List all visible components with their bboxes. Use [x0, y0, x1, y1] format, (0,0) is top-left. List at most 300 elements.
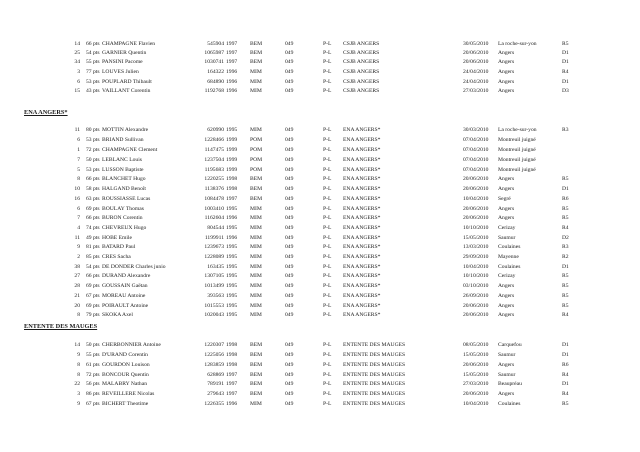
cell-cat: MIM — [250, 69, 262, 75]
table-row — [0, 263, 640, 272]
table-row — [0, 185, 640, 194]
cell-rank: 8 — [77, 372, 80, 378]
table-row — [0, 390, 640, 399]
cell-lic: 789191 — [207, 381, 224, 387]
cell-date: 20/06/2010 — [463, 215, 489, 221]
cell-lic: 1225056 — [204, 352, 224, 358]
cell-pts: 43 pts — [86, 88, 100, 94]
cell-name: BATARD Paul — [102, 244, 136, 250]
cell-loc: La roche-sur-yon — [498, 127, 537, 133]
cell-club: CSJB ANGERS — [343, 69, 380, 75]
cell-div: R3 — [562, 244, 569, 250]
cell-loc: Montreuil juigné — [498, 137, 536, 143]
cell-div: R5 — [562, 303, 569, 309]
cell-cat: BEM — [250, 342, 263, 348]
cell-type: P-L — [323, 342, 332, 348]
cell-cat: BEM — [250, 41, 263, 47]
cell-rank: 6 — [77, 137, 80, 143]
cell-date: 03/10/2010 — [463, 283, 489, 289]
cell-pts: 50 pts — [86, 342, 100, 348]
cell-div: D1 — [562, 352, 569, 358]
table-row — [0, 126, 640, 135]
cell-year: 1995 — [226, 264, 238, 270]
table-row — [0, 68, 640, 77]
cell-type: P-L — [323, 273, 332, 279]
cell-pts: 66 pts — [86, 273, 100, 279]
cell-div: R6 — [562, 196, 569, 202]
cell-rank: 27 — [74, 273, 80, 279]
table-row — [0, 351, 640, 360]
cell-type: P-L — [323, 167, 332, 173]
cell-div: R5 — [562, 215, 569, 221]
cell-year: 1998 — [226, 362, 238, 368]
cell-pts: 77 pts — [86, 69, 100, 75]
cell-club: ENA ANGERS* — [343, 167, 381, 173]
cell-lic: 1138376 — [204, 186, 224, 192]
cell-code: 049 — [285, 254, 294, 260]
cell-date: 10/04/2010 — [463, 196, 489, 202]
cell-div: R5 — [562, 273, 569, 279]
cell-cat: BEM — [250, 381, 263, 387]
cell-type: P-L — [323, 352, 332, 358]
cell-div: R5 — [562, 176, 569, 182]
cell-type: P-L — [323, 235, 332, 241]
cell-name: CRES Sacha — [102, 254, 131, 260]
cell-club: CSJB ANGERS — [343, 50, 380, 56]
cell-pts: 53 pts — [86, 79, 100, 85]
cell-club: ENTENTE DES MAUGES — [343, 372, 406, 378]
cell-year: 1995 — [226, 206, 238, 212]
cell-name: LEBLANC Louis — [102, 157, 142, 163]
cell-type: P-L — [323, 225, 332, 231]
cell-name: POIRAULT Antoine — [102, 303, 149, 309]
cell-loc: La roche-sur-yon — [498, 41, 537, 47]
cell-cat: MIM — [250, 401, 262, 407]
cell-date: 24/04/2010 — [463, 79, 489, 85]
cell-date: 15/05/2010 — [463, 235, 489, 241]
cell-code: 049 — [285, 59, 294, 65]
cell-rank: 21 — [74, 293, 80, 299]
cell-loc: Saumur — [498, 235, 516, 241]
cell-type: P-L — [323, 137, 332, 143]
cell-pts: 54 pts — [86, 264, 100, 270]
cell-club: ENA ANGERS* — [343, 176, 381, 182]
cell-lic: 164322 — [207, 69, 224, 75]
cell-type: P-L — [323, 88, 332, 94]
cell-club: ENA ANGERS* — [343, 137, 381, 143]
cell-div: D2 — [562, 235, 569, 241]
cell-lic: 684890 — [207, 79, 224, 85]
cell-code: 049 — [285, 137, 294, 143]
table-row — [0, 341, 640, 350]
cell-name: GOUSSAIN Gaëtan — [102, 283, 148, 289]
cell-cat: MIM — [250, 215, 262, 221]
cell-lic: 1065987 — [204, 50, 224, 56]
cell-year: 1996 — [226, 69, 238, 75]
cell-lic: 1239673 — [204, 244, 224, 250]
cell-year: 1997 — [226, 391, 238, 397]
cell-lic: 1015553 — [204, 303, 224, 309]
cell-rank: 3 — [77, 69, 80, 75]
cell-name: CHAMPAGNE Clement — [102, 147, 158, 153]
cell-code: 049 — [285, 88, 294, 94]
cell-year: 1995 — [226, 127, 238, 133]
cell-year: 1998 — [226, 352, 238, 358]
cell-rank: 11 — [74, 127, 80, 133]
cell-date: 20/06/2010 — [463, 176, 489, 182]
cell-div: R4 — [562, 69, 569, 75]
cell-club: ENA ANGERS* — [343, 293, 381, 299]
cell-div: R4 — [562, 372, 569, 378]
cell-type: P-L — [323, 186, 332, 192]
cell-rank: 7 — [77, 157, 80, 163]
cell-loc: Montreuil juigné — [498, 157, 536, 163]
table-row — [0, 292, 640, 301]
cell-type: P-L — [323, 50, 332, 56]
cell-code: 049 — [285, 79, 294, 85]
cell-loc: Saumur — [498, 352, 516, 358]
cell-year: 1996 — [226, 401, 238, 407]
cell-year: 1996 — [226, 88, 238, 94]
cell-date: 15/05/2010 — [463, 352, 489, 358]
cell-year: 1995 — [226, 225, 238, 231]
cell-cat: POM — [250, 167, 263, 173]
cell-date: 07/04/2010 — [463, 167, 489, 173]
cell-name: D'URAND Corentin — [102, 352, 148, 358]
cell-rank: 34 — [74, 59, 80, 65]
cell-code: 049 — [285, 69, 294, 75]
cell-name: GOURDON Louison — [102, 362, 150, 368]
cell-club: ENA ANGERS* — [343, 127, 381, 133]
table-row — [0, 224, 640, 233]
cell-year: 1999 — [226, 157, 238, 163]
cell-div: D3 — [562, 88, 569, 94]
cell-cat: MIM — [250, 88, 262, 94]
cell-pts: 53 pts — [86, 167, 100, 173]
cell-pts: 50 pts — [86, 157, 100, 163]
cell-year: 1995 — [226, 293, 238, 299]
cell-loc: Angers — [498, 59, 515, 65]
cell-code: 049 — [285, 235, 294, 241]
cell-rank: 15 — [74, 88, 80, 94]
section-title: ENA ANGERS* — [24, 109, 68, 116]
cell-rank: 4 — [77, 225, 80, 231]
cell-pts: 72 pts — [86, 372, 100, 378]
cell-loc: Angers — [498, 283, 515, 289]
cell-code: 049 — [285, 381, 294, 387]
cell-club: ENA ANGERS* — [343, 244, 381, 250]
cell-lic: 1226355 — [204, 401, 224, 407]
cell-loc: Cerizay — [498, 273, 516, 279]
cell-loc: Montreuil juigné — [498, 147, 536, 153]
cell-date: 07/04/2010 — [463, 147, 489, 153]
cell-type: P-L — [323, 215, 332, 221]
cell-cat: MIM — [250, 293, 262, 299]
cell-lic: 1162604 — [204, 215, 224, 221]
cell-lic: 1283859 — [204, 362, 224, 368]
cell-name: DURAND Alexandre — [102, 273, 151, 279]
cell-code: 049 — [285, 372, 294, 378]
cell-type: P-L — [323, 293, 332, 299]
cell-club: CSJB ANGERS — [343, 79, 380, 85]
cell-code: 049 — [285, 127, 294, 133]
cell-year: 1998 — [226, 186, 238, 192]
cell-code: 049 — [285, 401, 294, 407]
cell-code: 049 — [285, 312, 294, 318]
cell-date: 08/05/2010 — [463, 342, 489, 348]
cell-pts: 72 pts — [86, 147, 100, 153]
cell-code: 049 — [285, 215, 294, 221]
table-row — [0, 302, 640, 311]
cell-type: P-L — [323, 127, 332, 133]
cell-cat: MIM — [250, 225, 262, 231]
cell-pts: 63 pts — [86, 196, 100, 202]
cell-club: ENA ANGERS* — [343, 215, 381, 221]
cell-rank: 11 — [74, 235, 80, 241]
cell-year: 1999 — [226, 167, 238, 173]
cell-club: ENTENTE DES MAUGES — [343, 401, 406, 407]
cell-date: 20/06/2010 — [463, 362, 489, 368]
cell-date: 20/06/2010 — [463, 391, 489, 397]
cell-pts: 80 pts — [86, 127, 100, 133]
cell-lic: 1084478 — [204, 196, 224, 202]
cell-div: D1 — [562, 342, 569, 348]
cell-rank: 28 — [74, 283, 80, 289]
cell-code: 049 — [285, 273, 294, 279]
cell-loc: Coulaines — [498, 401, 521, 407]
cell-year: 1997 — [226, 381, 238, 387]
cell-cat: POM — [250, 147, 263, 153]
cell-pts: 67 pts — [86, 401, 100, 407]
cell-loc: Coulaines — [498, 264, 521, 270]
cell-div: D1 — [562, 59, 569, 65]
cell-club: ENA ANGERS* — [343, 157, 381, 163]
cell-club: ENA ANGERS* — [343, 254, 381, 260]
cell-date: 30/03/2010 — [463, 127, 489, 133]
cell-year: 1997 — [226, 196, 238, 202]
cell-pts: 85 pts — [86, 254, 100, 260]
cell-rank: 16 — [74, 196, 80, 202]
cell-loc: Angers — [498, 69, 515, 75]
cell-name: MOREAU Antoine — [102, 293, 146, 299]
cell-lic: 1003410 — [204, 206, 224, 212]
cell-type: P-L — [323, 69, 332, 75]
cell-rank: 14 — [74, 41, 80, 47]
table-row — [0, 243, 640, 252]
cell-lic: 1220255 — [204, 176, 224, 182]
cell-rank: 20 — [74, 303, 80, 309]
cell-loc: Angers — [498, 186, 515, 192]
cell-div: D1 — [562, 79, 569, 85]
cell-loc: Cerizay — [498, 225, 516, 231]
cell-date: 10/04/2010 — [463, 401, 489, 407]
cell-div: R4 — [562, 225, 569, 231]
cell-pts: 58 pts — [86, 186, 100, 192]
cell-lic: 620990 — [207, 127, 224, 133]
cell-date: 10/10/2010 — [463, 225, 489, 231]
cell-cat: MIM — [250, 235, 262, 241]
cell-cat: BEM — [250, 372, 263, 378]
table-row — [0, 166, 640, 175]
cell-cat: MIM — [250, 303, 262, 309]
cell-year: 1995 — [226, 312, 238, 318]
cell-loc: Carquefou — [498, 342, 522, 348]
cell-loc: Angers — [498, 215, 515, 221]
cell-cat: MIM — [250, 127, 262, 133]
cell-date: 29/09/2010 — [463, 254, 489, 260]
cell-lic: 279643 — [207, 391, 224, 397]
cell-year: 1996 — [226, 215, 238, 221]
cell-name: BOULAY Thomas — [102, 206, 144, 212]
cell-div: D1 — [562, 264, 569, 270]
cell-lic: 1307105 — [204, 273, 224, 279]
cell-code: 049 — [285, 206, 294, 212]
cell-type: P-L — [323, 254, 332, 260]
cell-year: 1997 — [226, 59, 238, 65]
cell-type: P-L — [323, 41, 332, 47]
cell-cat: POM — [250, 137, 263, 143]
cell-loc: Angers — [498, 312, 515, 318]
cell-lic: 393563 — [207, 293, 224, 299]
cell-cat: MIM — [250, 79, 262, 85]
cell-name: MOTTIN Alexandre — [102, 127, 149, 133]
cell-cat: BEM — [250, 352, 263, 358]
cell-rank: 9 — [77, 244, 80, 250]
cell-pts: 66 pts — [86, 41, 100, 47]
cell-name: POUPLARD Thibault — [102, 79, 152, 85]
cell-cat: BEM — [250, 176, 263, 182]
section-title: ENTENTE DES MAUGES — [24, 323, 98, 330]
cell-name: GARNIER Quentin — [102, 50, 147, 56]
cell-date: 07/04/2010 — [463, 137, 489, 143]
cell-name: ROUSSIASSE Lucas — [102, 196, 151, 202]
table-row — [0, 371, 640, 380]
cell-type: P-L — [323, 362, 332, 368]
cell-rank: 25 — [74, 50, 80, 56]
cell-div: D1 — [562, 186, 569, 192]
cell-date: 13/03/2010 — [463, 244, 489, 250]
cell-div: R5 — [562, 206, 569, 212]
table-row — [0, 400, 640, 409]
cell-code: 049 — [285, 225, 294, 231]
cell-date: 10/10/2010 — [463, 273, 489, 279]
cell-type: P-L — [323, 372, 332, 378]
table-row — [0, 146, 640, 155]
cell-type: P-L — [323, 196, 332, 202]
cell-type: P-L — [323, 157, 332, 163]
cell-pts: 66 pts — [86, 176, 100, 182]
cell-lic: 1199911 — [204, 235, 224, 241]
table-row — [0, 234, 640, 243]
cell-year: 1998 — [226, 176, 238, 182]
cell-loc: Coulaines — [498, 244, 521, 250]
cell-type: P-L — [323, 401, 332, 407]
cell-cat: POM — [250, 157, 263, 163]
cell-div: D1 — [562, 381, 569, 387]
cell-code: 049 — [285, 186, 294, 192]
cell-code: 049 — [285, 303, 294, 309]
cell-date: 15/05/2010 — [463, 372, 489, 378]
cell-club: ENA ANGERS* — [343, 273, 381, 279]
cell-date: 07/04/2010 — [463, 157, 489, 163]
cell-pts: 53 pts — [86, 137, 100, 143]
cell-year: 1999 — [226, 137, 238, 143]
cell-date: 20/06/2010 — [463, 312, 489, 318]
cell-name: LOUVES Julien — [102, 69, 139, 75]
cell-rank: 1 — [77, 147, 80, 153]
cell-name: LUSSON Baptiste — [102, 167, 144, 173]
cell-name: BICHERT Theotime — [102, 401, 149, 407]
cell-type: P-L — [323, 264, 332, 270]
table-row — [0, 282, 640, 291]
cell-pts: 56 pts — [86, 381, 100, 387]
cell-pts: 69 pts — [86, 283, 100, 289]
cell-name: SKOKA Axel — [102, 312, 133, 318]
cell-type: P-L — [323, 244, 332, 250]
cell-club: ENTENTE DES MAUGES — [343, 391, 406, 397]
cell-loc: Angers — [498, 391, 515, 397]
cell-pts: 55 pts — [86, 352, 100, 358]
cell-year: 1995 — [226, 244, 238, 250]
cell-year: 1996 — [226, 235, 238, 241]
cell-name: PANSINI Pacome — [102, 59, 143, 65]
cell-date: 24/04/2010 — [463, 69, 489, 75]
cell-club: CSJB ANGERS — [343, 59, 380, 65]
table-row — [0, 272, 640, 281]
table-row — [0, 214, 640, 223]
cell-rank: 8 — [77, 312, 80, 318]
cell-div: R5 — [562, 401, 569, 407]
cell-loc: Angers — [498, 50, 515, 56]
cell-club: ENA ANGERS* — [343, 283, 381, 289]
cell-name: BLANCHET Hugo — [102, 176, 146, 182]
cell-loc: Angers — [498, 303, 515, 309]
cell-loc: Angers — [498, 206, 515, 212]
cell-date: 27/03/2010 — [463, 381, 489, 387]
table-row — [0, 78, 640, 87]
cell-rank: 6 — [77, 79, 80, 85]
cell-div: R4 — [562, 391, 569, 397]
cell-loc: Angers — [498, 79, 515, 85]
cell-club: CSJB ANGERS — [343, 41, 380, 47]
cell-code: 049 — [285, 264, 294, 270]
cell-name: VAILLANT Corentin — [102, 88, 151, 94]
table-row — [0, 136, 640, 145]
cell-rank: 8 — [77, 362, 80, 368]
cell-cat: MIM — [250, 206, 262, 212]
cell-pts: 79 pts — [86, 312, 100, 318]
cell-cat: BEM — [250, 186, 263, 192]
cell-date: 20/06/2010 — [463, 303, 489, 309]
cell-lic: 1192768 — [204, 88, 224, 94]
cell-div: R6 — [562, 362, 569, 368]
cell-pts: 74 pts — [86, 225, 100, 231]
cell-date: 26/09/2010 — [463, 293, 489, 299]
table-row — [0, 311, 640, 320]
cell-date: 20/06/2010 — [463, 50, 489, 56]
cell-club: ENA ANGERS* — [343, 206, 381, 212]
cell-pts: 61 pts — [86, 362, 100, 368]
cell-loc: Angers — [498, 293, 515, 299]
cell-div: D1 — [562, 50, 569, 56]
cell-cat: MIM — [250, 312, 262, 318]
table-row — [0, 361, 640, 370]
table-row — [0, 175, 640, 184]
cell-pts: 69 pts — [86, 303, 100, 309]
table-row — [0, 156, 640, 165]
cell-cat: BEM — [250, 391, 263, 397]
cell-loc: Saumur — [498, 372, 516, 378]
